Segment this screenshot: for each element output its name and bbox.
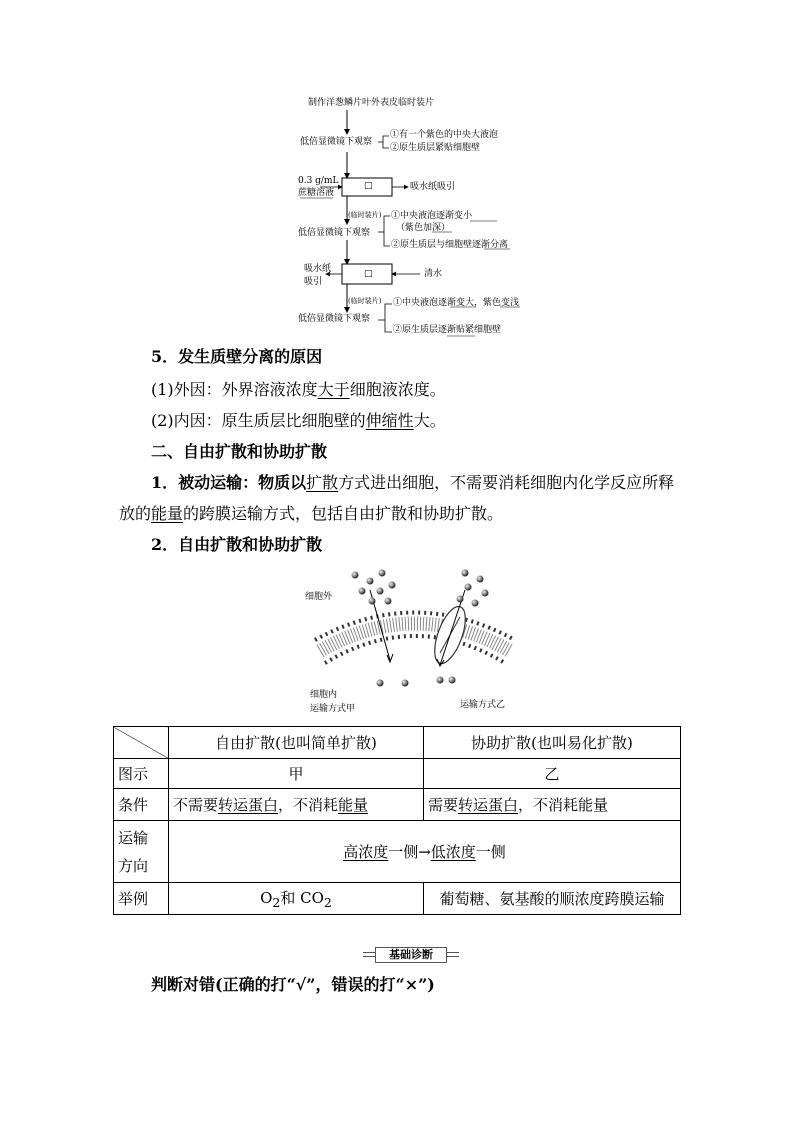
flow-obs-1a: ①有一个紫色的中央大液泡	[390, 130, 499, 140]
table-header-free: 自由扩散(也叫简单扩散)	[169, 727, 424, 759]
table-corner	[114, 727, 169, 759]
slide-icon: □	[364, 269, 373, 279]
paragraph-internal-cause: (2)内因：原生质层比细胞壁的伸缩性大。	[151, 411, 446, 430]
flow-absorb-1: 吸水纸吸引	[410, 182, 456, 192]
flow-absorb-2b: 吸引	[304, 277, 323, 287]
cell-example-free: $O_2$和 $CO_2$	[169, 883, 424, 915]
diffusion-comparison-table	[113, 726, 681, 915]
flow-step-observe-2: 低倍显微镜下观察	[298, 228, 371, 238]
banner-left-rule	[363, 952, 375, 957]
label-way-b: 运输方式乙	[460, 700, 506, 710]
flow-slide-tag-1: (临时装片)	[348, 211, 382, 219]
banner-title: 基础诊断	[375, 947, 447, 963]
cell-example-facilitated: 葡萄糖、氨基酸的顺浓度跨膜运输	[424, 883, 681, 915]
row-head-diagram: 图示	[114, 759, 169, 789]
flow-step-observe-3: 低倍显微镜下观察	[298, 314, 371, 324]
row-head-example: 举例	[114, 883, 169, 915]
cell-diagram-free: 甲	[169, 759, 424, 789]
heading-cause: 5．发生质壁分离的原因	[151, 347, 323, 366]
flow-obs-3a: ①中央液泡逐渐变大，紫色变浅	[393, 298, 520, 308]
table-row	[114, 883, 681, 915]
flow-solution-conc: 0.3 g/mL	[298, 176, 339, 186]
paragraph-external-cause: (1)外因：外界溶液浓度大于细胞液浓度。	[151, 380, 446, 399]
table-row	[114, 727, 681, 759]
table-row	[114, 821, 681, 883]
plasmolysis-flowchart	[290, 92, 540, 342]
row-head-direction: 运输 方向	[114, 821, 169, 883]
cell-diagram-facilitated: 乙	[424, 759, 681, 789]
cell-direction: 高浓度一侧→低浓度一侧	[169, 821, 681, 883]
label-way-a: 运输方式甲	[310, 704, 356, 714]
cell-condition-free: 不需要转运蛋白，不消耗能量	[169, 789, 424, 821]
table-row	[114, 759, 681, 789]
section-heading-diffusion: 二、自由扩散和协助扩散	[151, 442, 328, 461]
table-row	[114, 789, 681, 821]
flow-obs-3b: ②原生质层逐渐贴紧细胞壁	[393, 325, 502, 335]
judge-instruction: 判断对错(正确的打“√”，错误的打“×”)	[151, 975, 435, 994]
flow-step-observe-1: 低倍显微镜下观察	[300, 137, 373, 147]
flow-solution-name: 蔗糖溶液	[298, 188, 335, 198]
flow-obs-2c: ②原生质层与细胞壁逐渐分离	[391, 240, 509, 250]
heading-diffusion-compare: 2．自由扩散和协助扩散	[151, 535, 323, 554]
table-header-facilitated: 协助扩散(也叫易化扩散)	[424, 727, 681, 759]
section-banner	[363, 947, 459, 963]
label-outside: 细胞外	[305, 592, 333, 602]
flow-slide-tag-2: (临时装片)	[348, 297, 382, 305]
paragraph-passive-transport-cont: 放的能量的跨膜运输方式，包括自由扩散和协助扩散。	[119, 504, 504, 523]
flow-obs-1b: ②原生质层紧贴细胞壁	[390, 143, 481, 153]
flow-obs-2a: ①中央液泡逐渐变小	[391, 211, 473, 221]
cell-condition-facilitated: 需要转运蛋白，不消耗能量	[424, 789, 681, 821]
membrane-diagram	[300, 565, 530, 715]
slide-icon: □	[364, 181, 373, 191]
flow-water: 清水	[424, 269, 443, 279]
banner-right-rule	[447, 952, 459, 957]
paragraph-passive-transport: 1．被动运输：物质以扩散方式进出细胞，不需要消耗细胞内化学反应所释	[151, 473, 675, 492]
flow-obs-2b: （紫色加深）	[396, 223, 451, 233]
row-head-condition: 条件	[114, 789, 169, 821]
flow-step-make-slide: 制作洋葱鳞片叶外表皮临时装片	[308, 98, 435, 108]
label-inside: 细胞内	[310, 690, 338, 700]
flow-absorb-2a: 吸水纸	[304, 264, 332, 274]
